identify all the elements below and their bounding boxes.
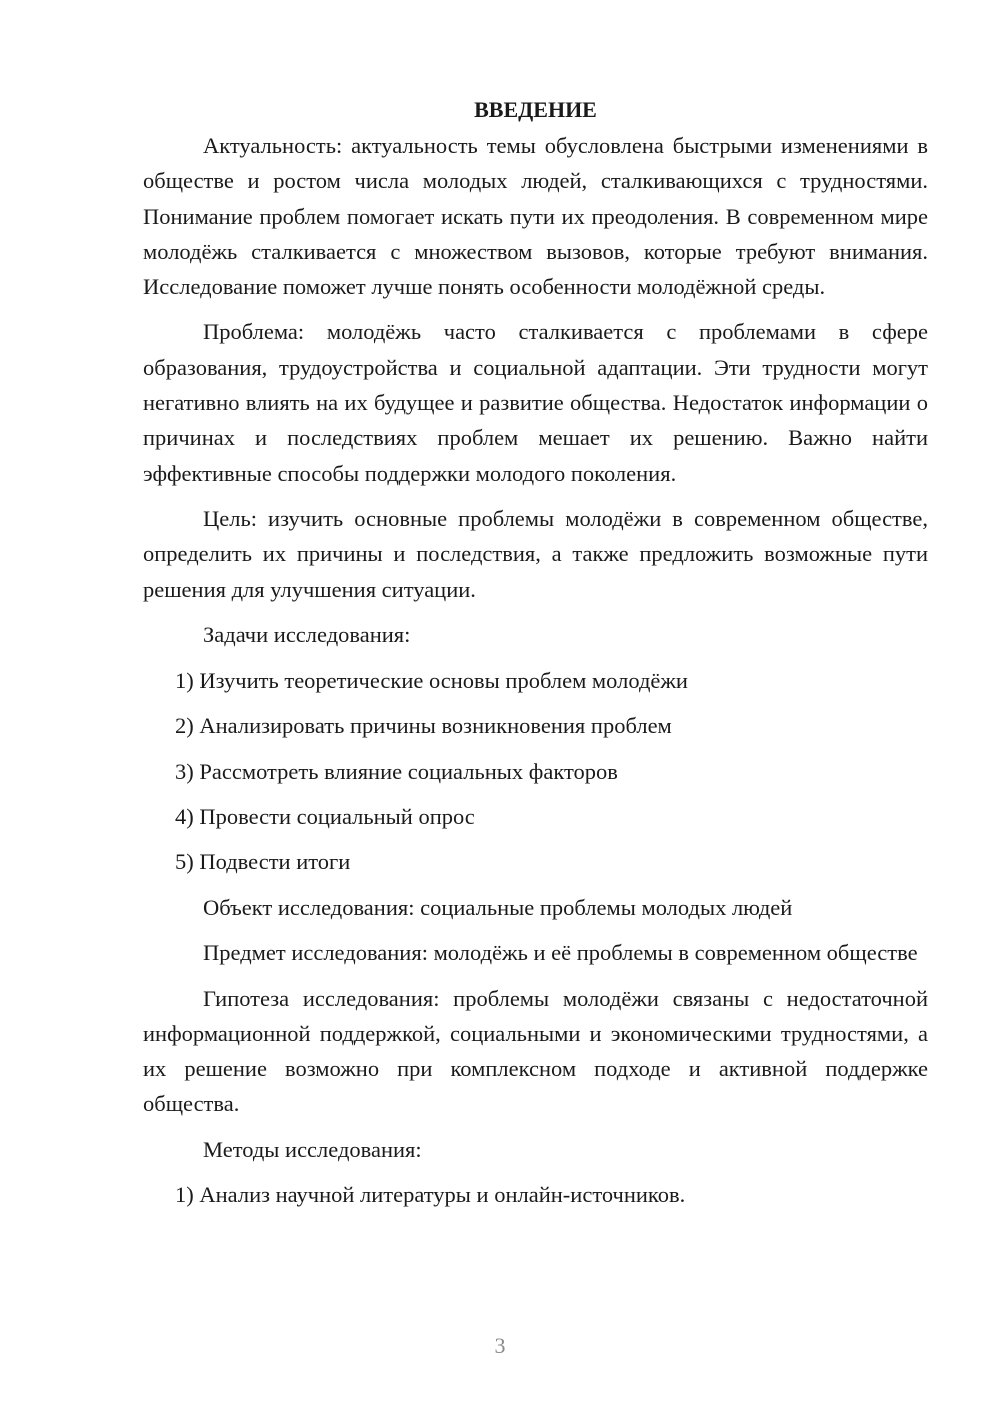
subject-paragraph: Предмет исследования: молодёжь и её проблемы в современном обществе xyxy=(203,940,918,966)
methods-list xyxy=(143,1177,928,1212)
problem-paragraph: Проблема: молодёжь часто сталкивается с проблемами в сфере образования, трудоустройства и социальной адаптации. Эти трудности могут негативно влиять на их будущее и развитие общества. Недостаток информации о причинах и последствиях проблем мешает их решению. Важно найти эффективные способы поддержки молодого поколения. xyxy=(143,319,928,486)
page-number: 3 xyxy=(494,1333,506,1358)
tasks-heading: Задачи исследования: xyxy=(203,622,411,648)
document-page xyxy=(143,94,928,1213)
method-item: 1) Анализ научной литературы и онлайн-источников. xyxy=(175,1182,686,1208)
section-heading: ВВЕДЕНИЕ xyxy=(474,97,597,122)
tasks-list xyxy=(143,663,928,880)
task-item: 3) Рассмотреть влияние социальных факторов xyxy=(175,758,618,784)
object-line: Объект исследования: социальные проблемы молодых людей xyxy=(203,894,793,920)
methods-heading: Методы исследования: xyxy=(203,1136,422,1162)
goal-paragraph: Цель: изучить основные проблемы молодёжи в современном обществе, определить их причины и последствия, а также предложить возможные пути решения для улучшения ситуации. xyxy=(143,505,928,602)
task-item: 2) Анализировать причины возникновения проблем xyxy=(175,713,672,739)
relevance-paragraph: Актуальность: актуальность темы обусловлена быстрыми изменениями в обществе и ростом числа молодых людей, сталкивающихся с трудностями. Понимание проблем помогает искать пути их преодоления. В современном мире молодёжь сталкивается с множеством вызовов, которые требуют внимания. Исследование поможет лучше понять особенности молодёжной среды. xyxy=(143,133,928,300)
hypothesis-paragraph: Гипотеза исследования: проблемы молодёжи связаны с недостаточной информационной поддержкой, социальными и экономическими трудностями, а их решение возможно при комплексном подходе и активной поддержке общества. xyxy=(143,985,928,1117)
task-item: 4) Провести социальный опрос xyxy=(175,803,475,829)
task-item: 5) Подвести итоги xyxy=(175,849,351,875)
task-item: 1) Изучить теоретические основы проблем молодёжи xyxy=(175,667,688,693)
